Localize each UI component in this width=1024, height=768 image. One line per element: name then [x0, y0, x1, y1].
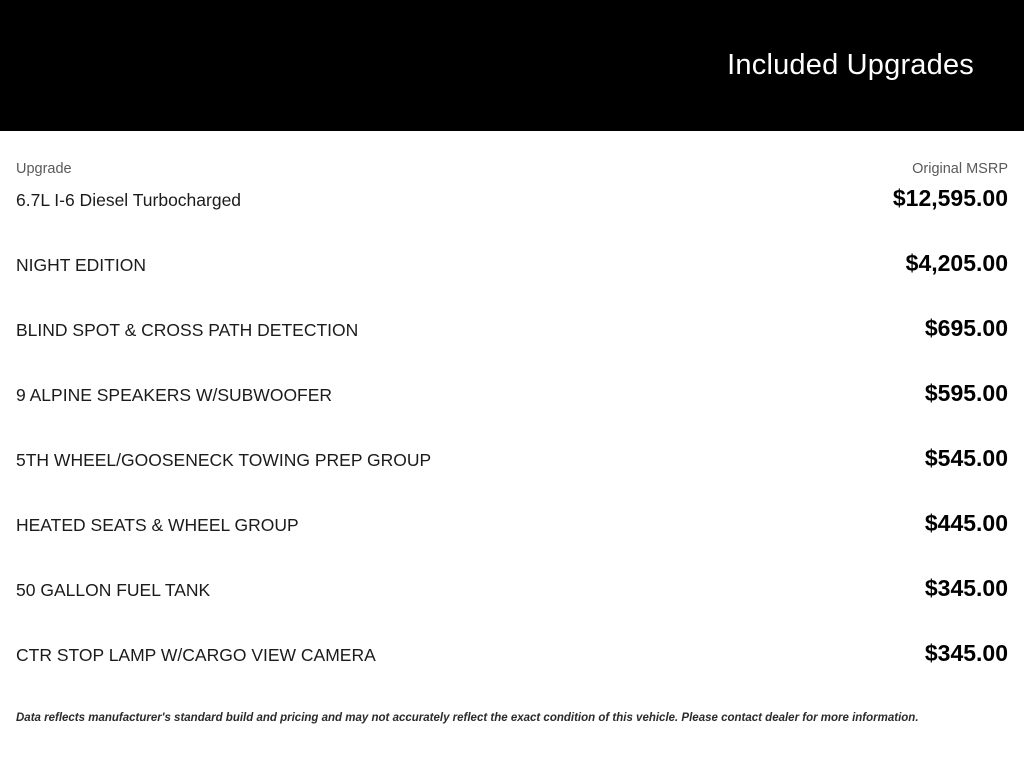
table-row	[16, 640, 1008, 705]
table-row	[16, 250, 1008, 315]
upgrade-price: $695.00	[924, 315, 1008, 341]
table-column-headers	[16, 161, 1008, 177]
page-header	[0, 0, 1024, 131]
page-title: Included Upgrades	[727, 49, 974, 81]
table-row	[16, 575, 1008, 640]
page-content	[0, 131, 1024, 768]
upgrade-name: 6.7L I-6 Diesel Turbocharged	[16, 190, 242, 210]
upgrade-name: NIGHT EDITION	[16, 255, 146, 275]
upgrade-price: $12,595.00	[892, 185, 1008, 211]
upgrade-price: $545.00	[924, 445, 1008, 471]
upgrades-list	[16, 185, 1008, 705]
upgrade-price: $445.00	[924, 510, 1008, 536]
column-header-original-msrp: Original MSRP	[912, 161, 1008, 177]
upgrade-name: CTR STOP LAMP W/CARGO VIEW CAMERA	[16, 645, 376, 665]
upgrade-name: BLIND SPOT & CROSS PATH DETECTION	[16, 320, 359, 340]
column-header-upgrade: Upgrade	[16, 161, 72, 177]
upgrade-price: $4,205.00	[905, 250, 1008, 276]
table-row	[16, 380, 1008, 445]
disclaimer-text: Data reflects manufacturer's standard build and pricing and may not accurately reflect the exact condition of this vehicle. Please contact dealer for more information.	[16, 712, 919, 724]
upgrade-name: HEATED SEATS & WHEEL GROUP	[16, 515, 299, 535]
upgrade-name: 50 GALLON FUEL TANK	[16, 580, 211, 600]
table-row	[16, 445, 1008, 510]
table-row	[16, 510, 1008, 575]
upgrade-name: 9 ALPINE SPEAKERS W/SUBWOOFER	[16, 385, 333, 405]
table-row	[16, 315, 1008, 380]
upgrade-price: $345.00	[924, 640, 1008, 666]
upgrade-price: $345.00	[924, 575, 1008, 601]
table-row	[16, 185, 1008, 250]
upgrade-price: $595.00	[924, 380, 1008, 406]
upgrade-name: 5TH WHEEL/GOOSENECK TOWING PREP GROUP	[16, 450, 432, 470]
